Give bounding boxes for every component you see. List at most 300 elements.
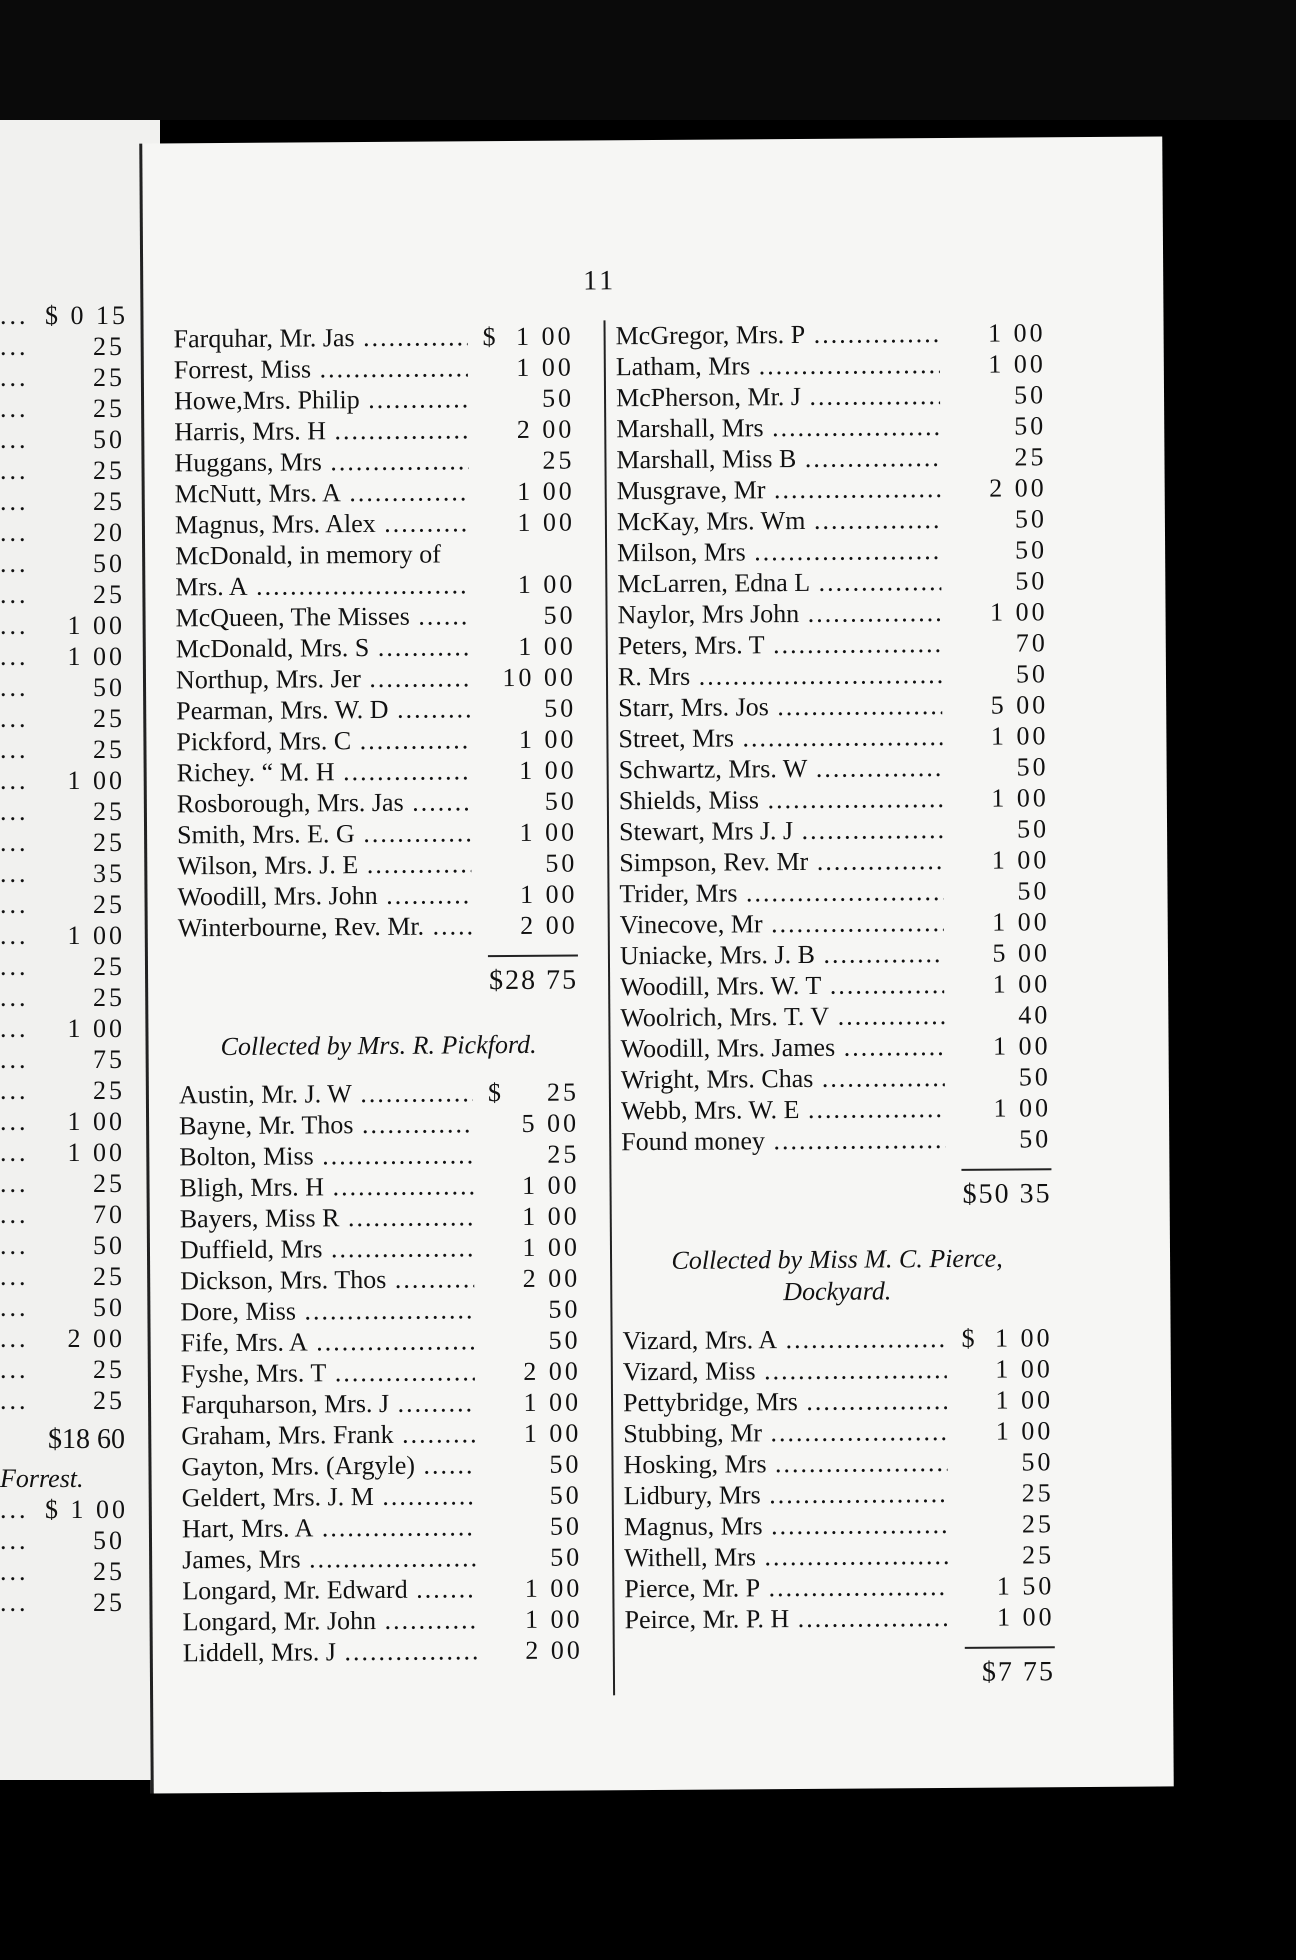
- dollar-sign: [941, 473, 969, 504]
- dollar-sign: [475, 1449, 503, 1480]
- contribution-amount: 50: [550, 1542, 583, 1572]
- contribution-amount: 50: [1013, 380, 1047, 410]
- entry-row: [621, 1092, 1051, 1126]
- entry-row: [174, 414, 574, 448]
- previous-amount: 1 00: [67, 642, 125, 671]
- contributor-name: Dore, Miss .....: [180, 1294, 474, 1327]
- contributor-name: McLarren, Edna L .....: [617, 566, 941, 599]
- dollar-sign: [475, 1325, 503, 1356]
- dollar-sign: [476, 1573, 504, 1604]
- dollar-sign: [476, 1480, 504, 1511]
- previous-amount-row: [0, 982, 125, 1013]
- dollar-sign: [947, 1416, 975, 1447]
- contributor-name: Street, Mrs .....: [618, 721, 942, 754]
- dollar-sign: [940, 411, 968, 442]
- contribution-amount: 1 00: [518, 631, 576, 661]
- contributor-name: McDonald, Mrs. S .....: [176, 631, 470, 664]
- contributor-name: Richey. “ M. H .....: [177, 755, 471, 788]
- contribution-amount: 25: [546, 1077, 579, 1107]
- contributor-name: Marshall, Miss B .....: [616, 442, 940, 475]
- dollar-sign: [943, 845, 971, 876]
- contributor-name: Schwartz, Mrs. W .....: [619, 752, 943, 785]
- contribution-list: [174, 321, 578, 944]
- dollar-sign: [948, 1540, 976, 1571]
- entry-row: [181, 1449, 581, 1483]
- previous-amount: 1 00: [67, 766, 125, 795]
- contributor-name: Vinecove, Mr .....: [620, 907, 944, 940]
- entry-row: [618, 658, 1048, 692]
- contributor-name: Simpson, Rev. Mr .....: [619, 845, 943, 878]
- dollar-sign: [944, 1031, 972, 1062]
- dollar-sign: $: [487, 1078, 501, 1108]
- entry-row: [619, 751, 1049, 785]
- contributor-name: Withell, Mrs .....: [624, 1540, 948, 1573]
- contribution-amount: 1 00: [521, 1170, 580, 1200]
- leader-dots: ...: [0, 1231, 29, 1260]
- contributor-name: Bayne, Mr. Thos .....: [179, 1108, 473, 1141]
- contribution-list: [615, 317, 1051, 1157]
- contribution-amount: 50: [544, 693, 577, 723]
- entry-row: [183, 1635, 583, 1669]
- contributor-name: Bligh, Mrs. H .....: [179, 1170, 473, 1203]
- contributor-name: Dickson, Mrs. Thos .....: [180, 1263, 474, 1296]
- dollar-sign: [474, 1263, 502, 1294]
- previous-amount-row: [0, 1044, 125, 1075]
- previous-amount-row: [0, 455, 125, 486]
- previous-amount: $ 1 00: [45, 1495, 128, 1524]
- previous-amount-row: [0, 1525, 125, 1556]
- contribution-amount: 1 00: [991, 845, 1050, 875]
- contribution-amount: 2 00: [522, 1263, 581, 1293]
- contribution-amount: [497, 538, 575, 570]
- entry-row: [616, 379, 1046, 413]
- contribution-amount: 50: [1015, 566, 1048, 596]
- entry-row: [621, 1123, 1051, 1157]
- previous-amount: 50: [93, 1526, 125, 1555]
- contribution-amount: 50: [1014, 411, 1047, 441]
- dollar-sign: [943, 814, 971, 845]
- leader-dots: ...: [0, 611, 29, 640]
- previous-amount-row: [0, 1587, 125, 1618]
- previous-amount-row: [0, 362, 125, 393]
- dollar-sign: [474, 1201, 502, 1232]
- entry-row: [182, 1542, 582, 1576]
- contribution-amount: 50: [1016, 814, 1050, 844]
- leader-dots: ...: [0, 1293, 29, 1322]
- contributor-name: McDonald, in memory of: [175, 539, 441, 571]
- entry-row: [174, 352, 574, 386]
- contribution-amount: 1 00: [519, 817, 578, 847]
- total-rule: [965, 1646, 1055, 1649]
- contribution-amount: 5 00: [990, 690, 1049, 720]
- contributor-name: Stubbing, Mr .....: [623, 1416, 947, 1449]
- previous-amount-row: [0, 300, 128, 331]
- contributor-name: Harris, Mrs. H .....: [174, 414, 468, 447]
- dollar-sign: [471, 848, 499, 879]
- document-page: [139, 136, 1173, 1793]
- previous-amount-row: [0, 548, 125, 579]
- entry-row: [616, 441, 1046, 475]
- leader-dots: ...: [0, 642, 29, 671]
- contributor-name: Pearman, Mrs. W. D .....: [176, 693, 470, 726]
- contributor-name: Farquharson, Mrs. J .....: [181, 1387, 475, 1420]
- previous-amount: 50: [93, 673, 125, 702]
- dollar-sign: [943, 752, 971, 783]
- contributor-name: Peirce, Mr. P. H .....: [624, 1602, 948, 1635]
- contribution-amount: 50: [1017, 876, 1050, 906]
- contributor-name: Found money .....: [621, 1124, 945, 1157]
- contribution-amount: 1 00: [992, 907, 1050, 937]
- contributor-name: Milson, Mrs .....: [617, 535, 941, 568]
- contribution-amount: 1 00: [995, 1385, 1054, 1415]
- contributor-name: Peters, Mrs. T .....: [618, 628, 942, 661]
- previous-amount-row: [0, 734, 125, 765]
- previous-amount-row: [0, 1261, 125, 1292]
- right-column: [603, 317, 1055, 1695]
- leader-dots: ...: [0, 487, 29, 516]
- leader-dots: ...: [0, 704, 29, 733]
- entry-row: [182, 1480, 582, 1514]
- contributor-name: Duffield, Mrs .....: [180, 1232, 474, 1265]
- section-contribution-list: [623, 1322, 1055, 1635]
- entry-row: [181, 1325, 581, 1359]
- previous-amount: 25: [93, 580, 125, 609]
- previous-amount: 1 00: [67, 1014, 125, 1043]
- previous-amount: 25: [93, 1076, 125, 1105]
- previous-amount-row: [0, 1137, 125, 1168]
- section-heading: Collected by Miss M. C. Pierce, Dockyard.: [671, 1243, 1003, 1307]
- previous-amount-row: [0, 672, 125, 703]
- previous-amount: 1 00: [67, 921, 125, 950]
- scan-background: [0, 0, 1296, 120]
- entry-row: [181, 1418, 581, 1452]
- dollar-sign: [945, 1062, 973, 1093]
- dollar-sign: [948, 1602, 976, 1633]
- previous-amount: 75: [93, 1045, 125, 1074]
- entry-row: [617, 472, 1047, 506]
- contributor-name: Forrest, Miss .....: [174, 352, 468, 385]
- contribution-amount: 50: [549, 1449, 582, 1479]
- contribution-amount: 1 00: [516, 352, 574, 382]
- entry-row: [621, 1061, 1051, 1095]
- dollar-sign: [943, 783, 971, 814]
- dollar-sign: [944, 907, 972, 938]
- previous-amount: 25: [93, 952, 125, 981]
- section-contribution-list: [179, 1077, 583, 1669]
- dollar-sign: [941, 566, 969, 597]
- contributor-name: Huggans, Mrs .....: [174, 445, 468, 478]
- entry-row: [181, 1356, 581, 1390]
- contribution-amount: 1 00: [989, 597, 1048, 627]
- contribution-amount: 25: [1021, 1509, 1055, 1539]
- leader-dots: ...: [0, 1588, 29, 1617]
- section-heading: Collected by Mrs. R. Pickford.: [220, 1029, 537, 1062]
- previous-amount-row: [0, 1556, 125, 1587]
- leader-dots: ...: [0, 518, 29, 547]
- previous-amount: 25: [93, 1169, 125, 1198]
- dollar-sign: [469, 507, 497, 538]
- previous-amount-row: [0, 641, 125, 672]
- contributor-name: Hart, Mrs. A .....: [182, 1511, 476, 1544]
- contribution-amount: 1 00: [995, 1354, 1053, 1384]
- contributor-name: Webb, Mrs. W. E .....: [621, 1093, 945, 1126]
- contributor-name: James, Mrs .....: [182, 1542, 476, 1575]
- entry-row: [618, 627, 1048, 661]
- leader-dots: ...: [0, 580, 29, 609]
- contribution-amount: 50: [549, 1511, 583, 1541]
- section-total: $7 75: [981, 1656, 1056, 1688]
- previous-page-total: $18 60: [48, 1424, 125, 1455]
- dollar-sign: [942, 659, 970, 690]
- dollar-sign: [470, 662, 498, 693]
- entry-row: [616, 410, 1046, 444]
- contribution-amount: 25: [1021, 1478, 1054, 1508]
- contributor-name: Shields, Miss .....: [619, 783, 943, 816]
- total-rule: [961, 1168, 1051, 1171]
- previous-amount: 25: [93, 828, 125, 857]
- contributor-name: Woodill, Mrs. W. T .....: [620, 969, 944, 1002]
- contributor-name: Vizard, Mrs. A .....: [623, 1323, 947, 1356]
- contribution-amount: 1 00: [519, 879, 578, 909]
- previous-page-heading-fragment: Forrest.: [0, 1464, 84, 1493]
- dollar-sign: [476, 1542, 504, 1573]
- contribution-amount: 1 00: [991, 783, 1049, 813]
- dollar-sign: [942, 690, 970, 721]
- dollar-sign: [942, 721, 970, 752]
- dollar-sign: [941, 535, 969, 566]
- contributor-name: Woodill, Mrs. James .....: [620, 1031, 944, 1064]
- entry-row: [174, 445, 574, 479]
- contributor-name: Magnus, Mrs .....: [624, 1509, 948, 1542]
- previous-amount: 25: [93, 1557, 125, 1586]
- contributor-name: McPherson, Mr. J .....: [616, 380, 940, 413]
- dollar-sign: [948, 1509, 976, 1540]
- entry-row: [624, 1601, 1054, 1635]
- contribution-amount: 1 50: [996, 1571, 1055, 1601]
- previous-amount-row: [0, 1494, 128, 1525]
- leader-dots: ...: [0, 1045, 29, 1074]
- contributor-name: Geldert, Mrs. J. M .....: [182, 1480, 476, 1513]
- entry-row: [624, 1539, 1054, 1573]
- entry-row: [176, 662, 576, 696]
- dollar-sign: [947, 1354, 975, 1385]
- previous-amount-row: [0, 765, 125, 796]
- contributor-name: Mrs. A .....: [175, 569, 469, 602]
- dollar-sign: [469, 538, 497, 569]
- contribution-amount: 50: [1021, 1447, 1054, 1477]
- contribution-amount: 50: [1015, 535, 1048, 565]
- leader-dots: ...: [0, 1355, 29, 1384]
- contribution-amount: 1 00: [992, 1031, 1051, 1061]
- previous-amount-row: [0, 703, 125, 734]
- entry-row: [620, 999, 1050, 1033]
- entry-row: [178, 910, 578, 944]
- left-column: [174, 321, 583, 1669]
- previous-amount-row: [0, 1292, 125, 1323]
- entry-row: [176, 724, 576, 758]
- contributor-name: McQueen, The Misses .....: [175, 600, 469, 633]
- previous-amount-row: [0, 424, 125, 455]
- contributor-name: Winterbourne, Rev. Mr. .....: [178, 910, 472, 943]
- dollar-sign: [472, 910, 500, 941]
- contribution-amount: 1 00: [522, 1201, 580, 1231]
- contribution-amount: 1 00: [523, 1418, 582, 1448]
- dollar-sign: [468, 383, 496, 414]
- contributor-name: McGregor, Mrs. P .....: [615, 318, 939, 351]
- contribution-amount: 1 00: [522, 1232, 581, 1262]
- entry-row: [179, 1170, 579, 1204]
- column-total: $50 35: [962, 1178, 1052, 1210]
- leader-dots: ...: [0, 1200, 29, 1229]
- entry-row: [175, 600, 575, 634]
- dollar-sign: [471, 817, 499, 848]
- dollar-sign: [473, 1108, 501, 1139]
- contributor-name: Marshall, Mrs .....: [616, 411, 940, 444]
- contribution-amount: 50: [544, 786, 577, 816]
- dollar-sign: [944, 1000, 972, 1031]
- entry-row: [617, 534, 1047, 568]
- contribution-amount: 2 00: [525, 1635, 583, 1665]
- dollar-sign: [468, 352, 496, 383]
- contribution-amount: 70: [1015, 628, 1048, 658]
- entry-row: [619, 782, 1049, 816]
- entry-row: [175, 507, 575, 541]
- previous-amount: 25: [93, 1386, 125, 1415]
- contributor-name: Wright, Mrs. Chas .....: [621, 1062, 945, 1095]
- previous-amount: 25: [93, 1355, 125, 1384]
- previous-amount-list-2: [0, 1494, 128, 1618]
- contribution-amount: 25: [1014, 442, 1047, 472]
- entry-row: [177, 848, 577, 882]
- contribution-amount: 25: [547, 1139, 580, 1169]
- contribution-amount: 50: [1016, 752, 1049, 782]
- contributor-name: McNutt, Mrs. A .....: [175, 476, 469, 509]
- contributor-name: Graham, Mrs. Frank .....: [181, 1418, 475, 1451]
- entry-row: [620, 937, 1050, 971]
- entry-row: [179, 1077, 579, 1111]
- leader-dots: ...: [0, 952, 29, 981]
- dollar-sign: [468, 445, 496, 476]
- contributor-name: Hosking, Mrs .....: [623, 1447, 947, 1480]
- entry-row: [176, 693, 576, 727]
- dollar-sign: [948, 1571, 976, 1602]
- dollar-sign: [475, 1387, 503, 1418]
- entry-row: [617, 565, 1047, 599]
- contributor-name: Longard, Mr. John .....: [182, 1604, 476, 1637]
- previous-amount-row: [0, 1168, 125, 1199]
- previous-amount: 50: [93, 425, 125, 454]
- contribution-amount: 50: [549, 1480, 582, 1510]
- contributor-name: Fyshe, Mrs. T .....: [181, 1356, 475, 1389]
- contributor-name: Naylor, Mrs John .....: [617, 597, 941, 630]
- dollar-sign: [470, 693, 498, 724]
- previous-amount-row: [0, 951, 125, 982]
- previous-amount: 50: [93, 1293, 125, 1322]
- contribution-amount: 1 00: [516, 321, 574, 351]
- entry-row: [623, 1384, 1053, 1418]
- dollar-sign: [474, 1294, 502, 1325]
- contributor-name: Smith, Mrs. E. G .....: [177, 817, 471, 850]
- contribution-amount: 50: [1014, 504, 1047, 534]
- previous-amount-row: [0, 1230, 125, 1261]
- entry-row: [624, 1570, 1054, 1604]
- previous-amount-row: [0, 920, 125, 951]
- contributor-name: Longard, Mr. Edward .....: [182, 1573, 476, 1606]
- entry-row: [619, 844, 1049, 878]
- contributor-name: Fife, Mrs. A .....: [181, 1325, 475, 1358]
- dollar-sign: [948, 1478, 976, 1509]
- entry-row: [619, 875, 1049, 909]
- contribution-amount: 50: [1019, 1124, 1052, 1154]
- previous-amount: 25: [93, 1588, 125, 1617]
- contributor-name: Stewart, Mrs J. J .....: [619, 814, 943, 847]
- dollar-sign: [940, 380, 968, 411]
- contributor-name: Bayers, Miss R .....: [180, 1201, 474, 1234]
- contribution-amount: 2 00: [520, 910, 578, 940]
- contributor-name: Trider, Mrs .....: [619, 876, 943, 909]
- entry-row: [617, 596, 1047, 630]
- contributor-name: Farquhar, Mr. Jas .....: [174, 321, 468, 354]
- dollar-sign: [469, 569, 497, 600]
- leader-dots: ...: [0, 1386, 29, 1415]
- contributor-name: Pierce, Mr. P .....: [624, 1571, 948, 1604]
- dollar-sign: [943, 876, 971, 907]
- leader-dots: ...: [0, 1014, 29, 1043]
- contribution-amount: 1 00: [993, 1093, 1052, 1123]
- entry-row: [618, 689, 1048, 723]
- leader-dots: ...: [0, 332, 29, 361]
- entry-row: [182, 1511, 582, 1545]
- dollar-sign: [939, 318, 967, 349]
- previous-amount: 1 00: [67, 1138, 125, 1167]
- previous-amount-row: [0, 1199, 125, 1230]
- contributor-name: Northup, Mrs. Jer .....: [176, 662, 470, 695]
- previous-amount: 70: [93, 1200, 125, 1229]
- dollar-sign: [471, 879, 499, 910]
- previous-amount: 35: [93, 859, 125, 888]
- contribution-amount: 1 00: [517, 476, 575, 506]
- dollar-sign: [947, 1447, 975, 1478]
- previous-amount: 50: [93, 549, 125, 578]
- previous-amount: 50: [93, 1231, 125, 1260]
- entry-row: [175, 538, 575, 572]
- contribution-amount: 2 00: [516, 414, 575, 444]
- previous-amount-row: [0, 610, 125, 641]
- contributor-name: Woolrich, Mrs. T. V .....: [620, 1000, 944, 1033]
- contribution-amount: 50: [1015, 659, 1049, 689]
- contribution-amount: 50: [545, 848, 578, 878]
- leader-dots: ...: [0, 1495, 29, 1524]
- contribution-amount: 1 00: [524, 1604, 583, 1634]
- contribution-amount: 1 00: [518, 724, 577, 754]
- dollar-sign: [476, 1511, 504, 1542]
- dollar-sign: [940, 442, 968, 473]
- dollar-sign: $: [961, 1323, 975, 1353]
- contribution-amount: 10 00: [502, 662, 577, 693]
- entry-row: [180, 1232, 580, 1266]
- contributor-name: Bolton, Miss .....: [179, 1139, 473, 1172]
- previous-amount-row: [0, 1385, 125, 1416]
- previous-amount: 25: [93, 394, 125, 423]
- previous-amount: 2 00: [67, 1324, 125, 1353]
- column-total: $28 75: [488, 964, 579, 997]
- leader-dots: ...: [0, 1107, 29, 1136]
- contributor-name: Austin, Mr. J. W .....: [179, 1077, 473, 1110]
- leader-dots: ...: [0, 766, 29, 795]
- contribution-amount: 50: [548, 1294, 581, 1324]
- leader-dots: ...: [0, 921, 29, 950]
- entry-row: [616, 348, 1046, 382]
